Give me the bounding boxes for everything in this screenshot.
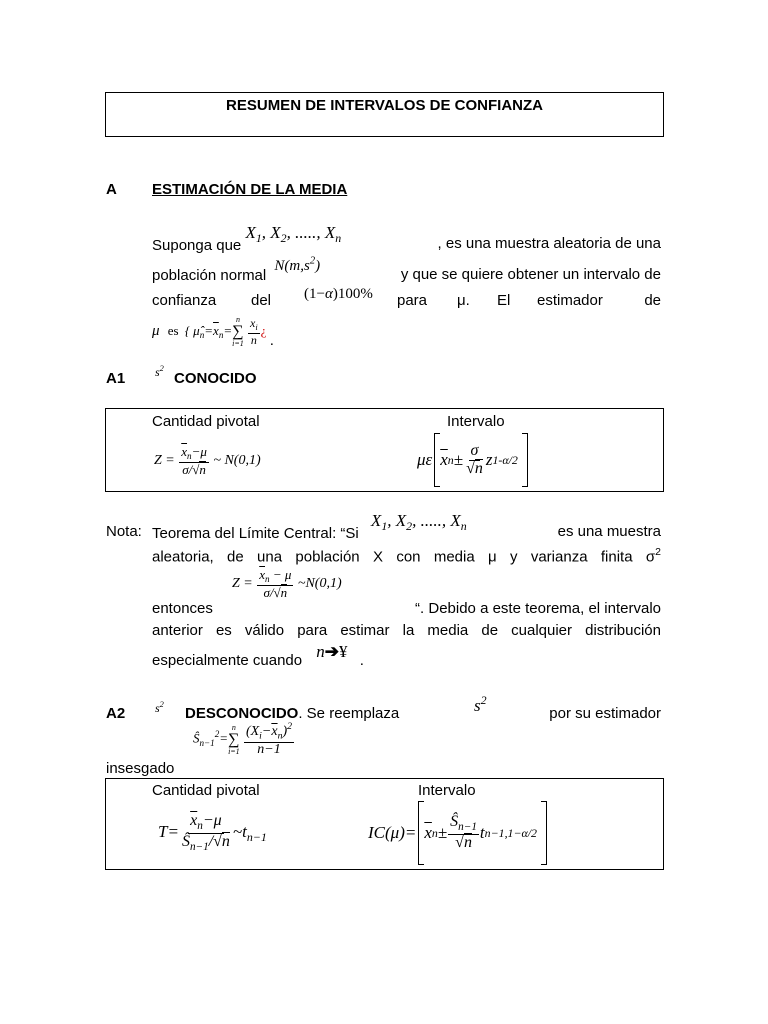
unbiased-estimator-formula: $Ŝ_{n-1}^2=$ n ∑ i=1 $\frac{(X_i-\overline{x}_n)^2}{n-1}$ <box>193 721 293 757</box>
a1-table <box>105 408 664 492</box>
a2-variance-symbol: $s^2$ <box>155 700 164 716</box>
a2-col-interval: Intervalo <box>418 782 476 799</box>
document-title: RESUMEN DE INTERVALOS DE CONFIANZA <box>226 97 543 114</box>
para-a-line3: confianza del (1−α)100% para μ. El estimador de <box>152 286 661 309</box>
para-a-line2: población normal $N(m,s^2)$ y que se quiere obtener un intervalo de <box>152 256 661 285</box>
normal-distribution-formula: $N(m,s^2)$ <box>274 256 321 275</box>
nota-line4: anterior es válido para estimar la media de cualquier distribución <box>152 622 661 639</box>
sample-variables-formula: $X_1$, $X_2$, ....., $X_n$ <box>245 223 342 246</box>
a2-table <box>105 778 664 870</box>
title-box <box>105 92 664 137</box>
a2-line1: DESCONOCIDO. Se reemplaza $s^2$ por su estimador <box>185 693 661 722</box>
n-to-infinity-formula: n➔¥ <box>316 642 348 661</box>
a1-interval-formula: με $\overline{x}$ n ± $\frac{\sigma}{√n}$ z 1-α/2 <box>417 433 528 487</box>
section-a-letter: A <box>106 181 117 198</box>
nota-sample-formula: $X_1$, $X_2$, ....., $X_n$ <box>370 511 467 534</box>
a1-col-interval: Intervalo <box>447 413 505 430</box>
para-a-line1: Suponga que $X_1$, $X_2$, ....., $X_n$ , es una muestra aleatoria de una <box>152 223 661 254</box>
a1-label: A1 <box>106 370 126 387</box>
para-a-line4: μ es { $\mû_n=\overline{x}_n=$ n ∑ i=1 $\frac{x_i}{n}$ ¿ . <box>152 315 274 349</box>
a2-label: A2 <box>106 705 126 722</box>
confidence-level-formula: (1−α)100% <box>304 286 373 302</box>
nota-line5: especialmente cuando n➔¥ . <box>152 642 364 669</box>
a1-col-pivotal: Cantidad pivotal <box>152 413 260 430</box>
nota-line2: aleatoria, de una población X con media μ y varianza finita $\sigma^2$ <box>152 546 661 566</box>
variance-symbol: $s^2$ <box>155 364 164 380</box>
a2-interval-formula: IC(μ)= $\overline{x}$ n ± $\frac{Ŝ_{n-1}}{√n}$ t n−1,1−α/2 <box>368 801 547 865</box>
nota-line3: entonces “. Debido a este teorema, el intervalo <box>152 600 661 617</box>
a2-insesgado: insesgado <box>106 760 175 777</box>
section-a-heading: ESTIMACIÓN DE LA MEDIA <box>152 181 348 198</box>
a1-heading: CONOCIDO <box>174 370 257 387</box>
a1-pivotal-formula: Z = $\frac{\overline{x}_n-\mu}{\sigma/√n}$ ~ N(0,1) <box>154 444 261 477</box>
nota-clt-formula: Z = $\frac{\overline{x}_n - \mu}{\sigma/√n}$ ~N(0,1) <box>232 567 342 600</box>
nota-label: Nota: <box>106 523 142 540</box>
nota-line1: Teorema del Límite Central: “Si $X_1$, $X_2$, ....., $X_n$ es una muestra <box>152 511 661 542</box>
a2-pivotal-formula: T= $\frac{\overline{x}_n-\mu}{Ŝ_{n-1}/√n}$ $\sim t_{n-1}$ <box>158 812 267 853</box>
estimator-formula: { $\mû_n=\overline{x}_n=$ n ∑ i=1 $\frac{x_i}{n}$ ¿ <box>184 315 267 348</box>
a2-col-pivotal: Cantidad pivotal <box>152 782 260 799</box>
